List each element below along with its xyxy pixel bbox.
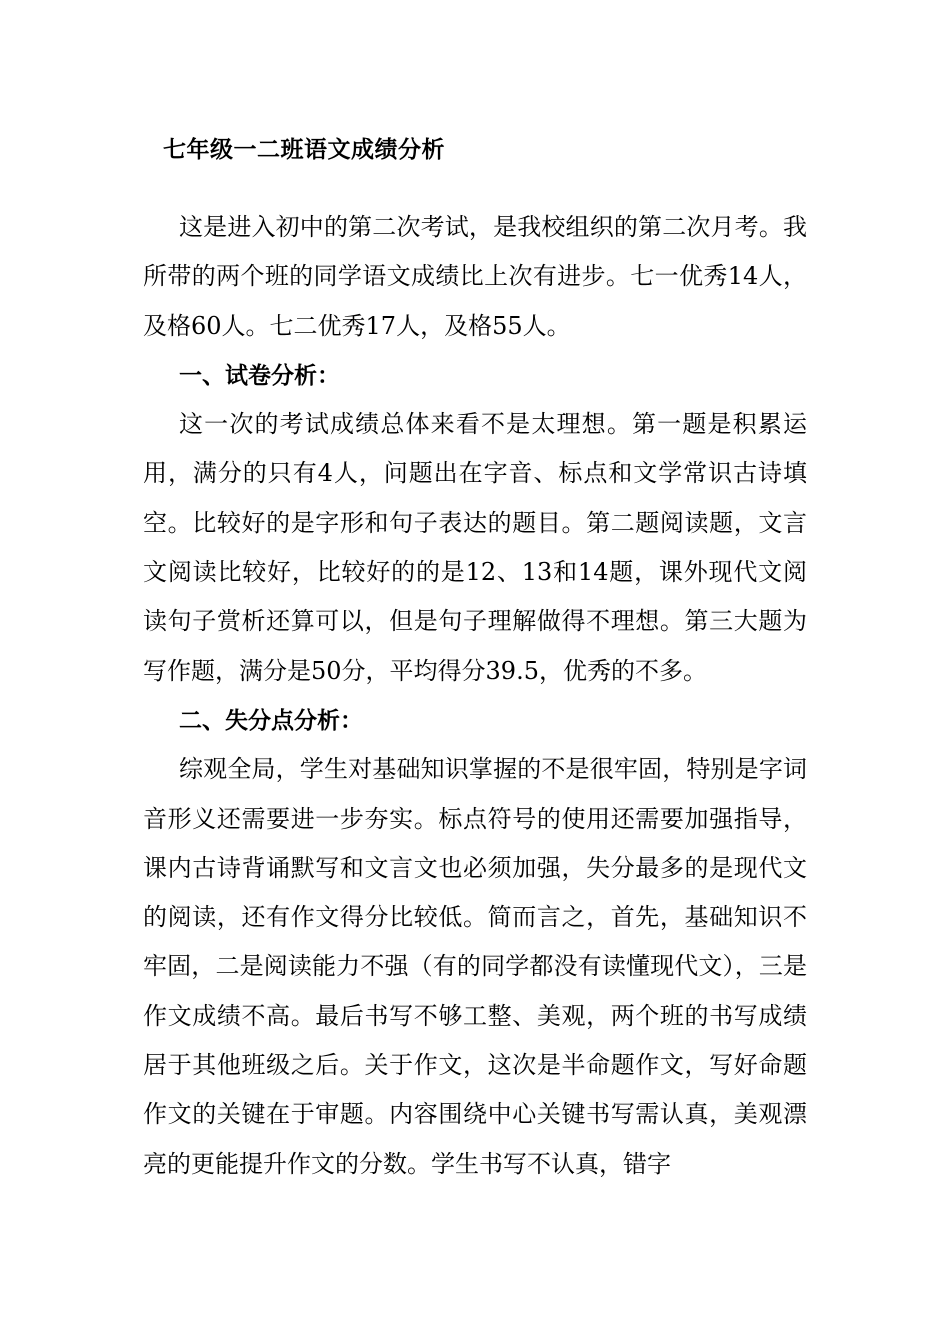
section-paragraph-paper-analysis: 这一次的考试成绩总体来看不是太理想。第一题是积累运用，满分的只有4人，问题出在字音、标点和文学常识古诗填空。比较好的是字形和句子表达的题目。第二题阅读题，文言文阅读比较好，比较好的的是12、13和14题，课外现代文阅读句子赏析还算可以，但是句子理解做得不理想。第三大题为写作题，满分是50分，平均得分39.5，优秀的不多。 [143, 410, 807, 685]
document-title: 七年级一二班语文成绩分析 [163, 136, 445, 163]
document-body [143, 203, 807, 1189]
section-heading-paper-analysis: 一、试卷分析： [179, 361, 340, 389]
intro-paragraph: 这是进入初中的第二次考试，是我校组织的第二次月考。我所带的两个班的同学语文成绩比上次有进步。七一优秀14人，及格60人。七二优秀17人，及格55人。 [143, 213, 807, 340]
section-paragraph-lost-points: 综观全局，学生对基础知识掌握的不是很牢固，特别是字词音形义还需要进一步夯实。标点符号的使用还需要加强指导，课内古诗背诵默写和文言文也必须加强，失分最多的是现代文的阅读，还有作文得分比较低。简而言之，首先，基础知识不牢固，二是阅读能力不强（有的同学都没有读懂现代文），三是作文成绩不高。最后书写不够工整、美观，两个班的书写成绩居于其他班级之后。关于作文，这次是半命题作文，写好命题作文的关键在于审题。内容围绕中心关键书写需认真，美观漂亮的更能提升作文的分数。学生书写不认真，错字 [143, 755, 807, 1178]
section-heading-lost-points: 二、失分点分析： [179, 706, 363, 734]
